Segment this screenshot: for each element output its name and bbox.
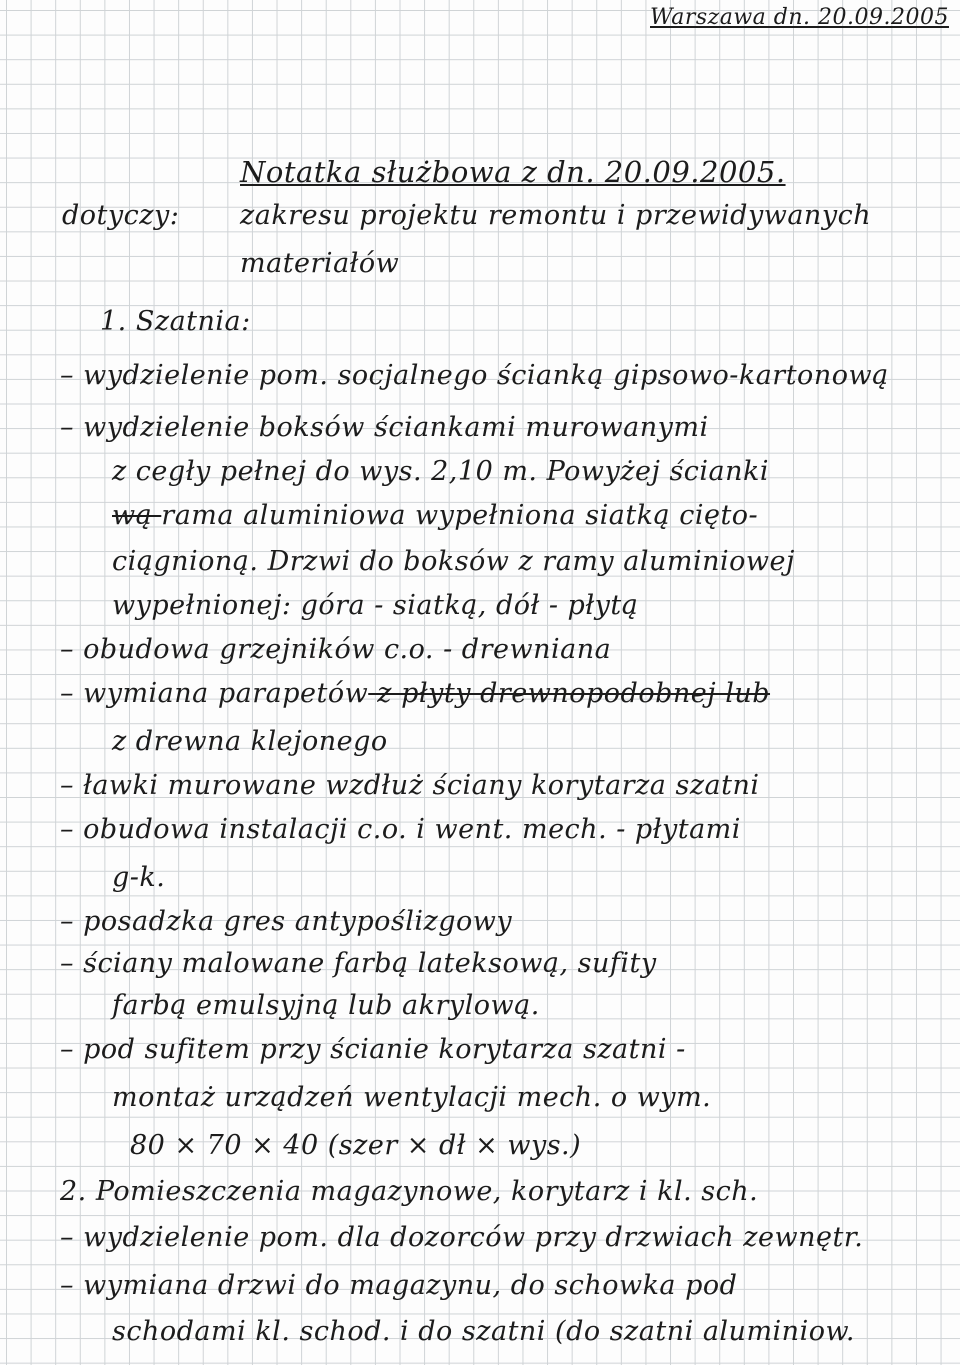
line-text: ciągnioną. Drzwi do boksów z ramy aluminiowej bbox=[112, 546, 795, 577]
line-text: – posadzka gres antypoślizgowy bbox=[60, 906, 513, 937]
note-line bbox=[112, 1082, 711, 1114]
line-text: – wydzielenie boksów ściankami murowanymi bbox=[60, 412, 709, 443]
line-text: – obudowa instalacji c.o. i went. mech. - płytami bbox=[60, 814, 741, 845]
struck-text: z płyty drewnopodobnej lub bbox=[368, 678, 771, 709]
note-line bbox=[60, 948, 657, 980]
line-text: 80 × 70 × 40 (szer × dł × wys.) bbox=[130, 1130, 582, 1161]
note-line bbox=[112, 862, 165, 894]
line-text: – wydzielenie pom. socjalnego ścianką gipsowo-kartonową bbox=[60, 360, 889, 391]
note-title: Notatka służbowa z dn. 20.09.2005. bbox=[240, 155, 786, 189]
note-line bbox=[112, 990, 540, 1022]
line-text: – wymiana parapetów bbox=[60, 678, 369, 709]
struck-text: wą bbox=[112, 500, 162, 531]
line-text: – ściany malowane farbą lateksową, sufity bbox=[60, 948, 657, 979]
line-text: – wymiana drzwi do magazynu, do schowka pod bbox=[60, 1270, 738, 1301]
note-line bbox=[112, 590, 638, 622]
note-line bbox=[60, 770, 760, 802]
note-line bbox=[112, 456, 769, 488]
note-line bbox=[60, 1034, 686, 1066]
line-text: 1. Szatnia: bbox=[100, 306, 251, 337]
note-line bbox=[112, 726, 388, 758]
place-date: Warszawa dn. 20.09.2005 bbox=[650, 5, 949, 30]
subject-line-1: zakresu projektu remontu i przewidywanych bbox=[240, 200, 872, 231]
note-line bbox=[60, 814, 741, 846]
note-line bbox=[60, 634, 611, 666]
line-text: schodami kl. schod. i do szatni (do szatni aluminiow. bbox=[112, 1316, 855, 1347]
subject-label: dotyczy: bbox=[62, 200, 180, 231]
line-text: – obudowa grzejników c.o. - drewniana bbox=[60, 634, 612, 665]
line-text: – wydzielenie pom. dla dozorców przy drzwiach zewnętr. bbox=[60, 1222, 864, 1253]
note-line bbox=[112, 1316, 855, 1348]
note-line bbox=[112, 500, 758, 532]
subject-line-2: materiałów bbox=[240, 248, 400, 279]
line-text: wypełnionej: góra - siatką, dół - płytą bbox=[112, 590, 639, 621]
line-text: 2. Pomieszczenia magazynowe, korytarz i kl. sch. bbox=[60, 1176, 759, 1207]
note-line bbox=[60, 906, 512, 938]
note-line bbox=[112, 546, 795, 578]
line-text: montaż urządzeń wentylacji mech. o wym. bbox=[112, 1082, 712, 1113]
note-line bbox=[100, 306, 251, 338]
line-text: – pod sufitem przy ścianie korytarza szatni - bbox=[60, 1034, 686, 1065]
line-text: z cegły pełnej do wys. 2,10 m. Powyżej ścianki bbox=[112, 456, 770, 487]
line-text: farbą emulsyjną lub akrylową. bbox=[112, 990, 540, 1021]
line-text: g-k. bbox=[112, 862, 166, 893]
note-line bbox=[60, 360, 889, 392]
note-line bbox=[60, 412, 709, 444]
line-text: – ławki murowane wzdłuż ściany korytarza szatni bbox=[60, 770, 760, 801]
note-line bbox=[130, 1130, 581, 1162]
line-text: z drewna klejonego bbox=[112, 726, 388, 757]
note-line bbox=[60, 1176, 758, 1208]
note-line bbox=[60, 1270, 737, 1302]
note-line bbox=[60, 1222, 863, 1254]
note-line bbox=[60, 678, 770, 710]
line-text: rama aluminiowa wypełniona siatką cięto- bbox=[161, 500, 759, 531]
